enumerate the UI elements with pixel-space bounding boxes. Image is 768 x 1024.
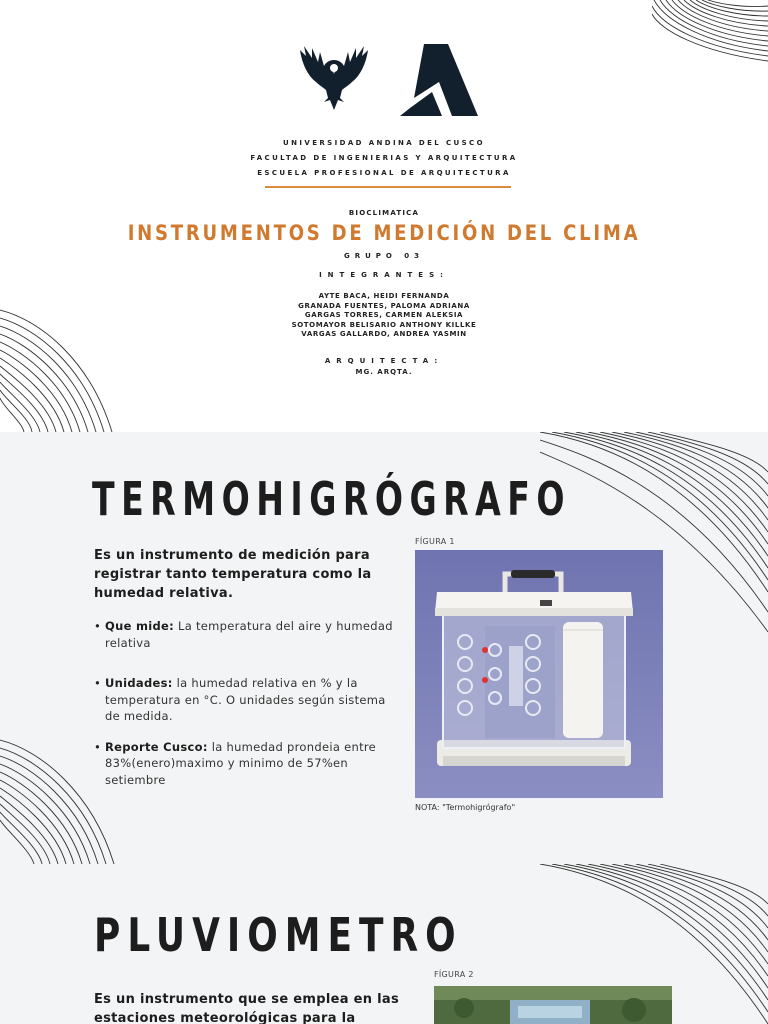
members-list: [0, 292, 768, 340]
university-logos: [296, 42, 486, 118]
university-name: UNIVERSIDAD ANDINA DEL CUSCO: [283, 139, 485, 147]
section-intro: Es un instrumento que se emplea en las estaciones meteorológicas para la: [94, 992, 399, 1024]
bullet-text: la humedad relativa en % y la temperatura en °C. O unidades según sistema de medida.: [105, 676, 386, 723]
course-name: BIOCLIMATICA: [348, 209, 420, 217]
bullet-list: [94, 618, 394, 788]
figure-label: FÍGURA 2: [434, 970, 474, 979]
member-name: VARGAS GALLARDO, ANDREA YASMIN: [301, 330, 467, 339]
figure-label: FÍGURA 1: [415, 537, 455, 546]
architect-name: MG. ARQTA.: [355, 368, 413, 376]
bullet-reporte-cusco: [94, 739, 394, 789]
termohigrografo-slide: [0, 432, 768, 864]
bullet-text: La temperatura del aire y humedad relativa: [105, 619, 393, 650]
member-name: SOTOMAYOR BELISARIO ANTHONY KILLKE: [291, 320, 477, 329]
pluviometro-photo: [434, 986, 672, 1024]
bullet-unidades: [94, 675, 394, 725]
cover-slide: [0, 0, 768, 432]
section-title: TERMOHIGRÓGRAFO: [92, 472, 572, 526]
pluviometro-slide: [0, 864, 768, 1024]
bullet-label: Reporte Cusco:: [105, 739, 208, 754]
member-name: GARGAS TORRES, CARMEN ALEKSIA: [304, 311, 464, 320]
group-label: GRUPO 03: [343, 252, 425, 260]
wave-lines-decoration: [652, 0, 768, 66]
divider: [265, 186, 511, 188]
condor-logo-icon: [300, 46, 368, 110]
university-header: [0, 136, 768, 181]
termohigrografo-photo: [415, 550, 663, 798]
members-label: INTEGRANTES:: [319, 271, 449, 279]
section-intro: Es un instrumento de medición para registrar tanto temperatura como la humedad relativa.: [94, 548, 372, 601]
architect-label: ARQUITECTA:: [324, 357, 444, 365]
bullet-que-mide: [94, 618, 394, 651]
figure-note: NOTA: "Termohigrógrafo": [415, 803, 516, 812]
member-name: AYTE BACA, HEIDI FERNANDA: [318, 292, 450, 300]
section-title: PLUVIOMETRO: [94, 908, 463, 962]
bullet-label: Que mide:: [105, 619, 175, 633]
bullet-text: la humedad prondeia entre 83%(enero)maximo y minimo de 57%en setiembre: [105, 739, 377, 787]
bullet-label: Unidades:: [105, 676, 173, 690]
faculty-name: FACULTAD DE INGENIERIAS Y ARQUITECTURA: [250, 154, 518, 162]
school-name: ESCUELA PROFESIONAL DE ARQUITECTURA: [257, 169, 511, 177]
member-name: GRANADA FUENTES, PALOMA ADRIANA: [298, 301, 470, 310]
a-monogram-logo-icon: [400, 44, 478, 116]
page-title: INSTRUMENTOS DE MEDICIÓN DEL CLIMA: [127, 221, 641, 245]
